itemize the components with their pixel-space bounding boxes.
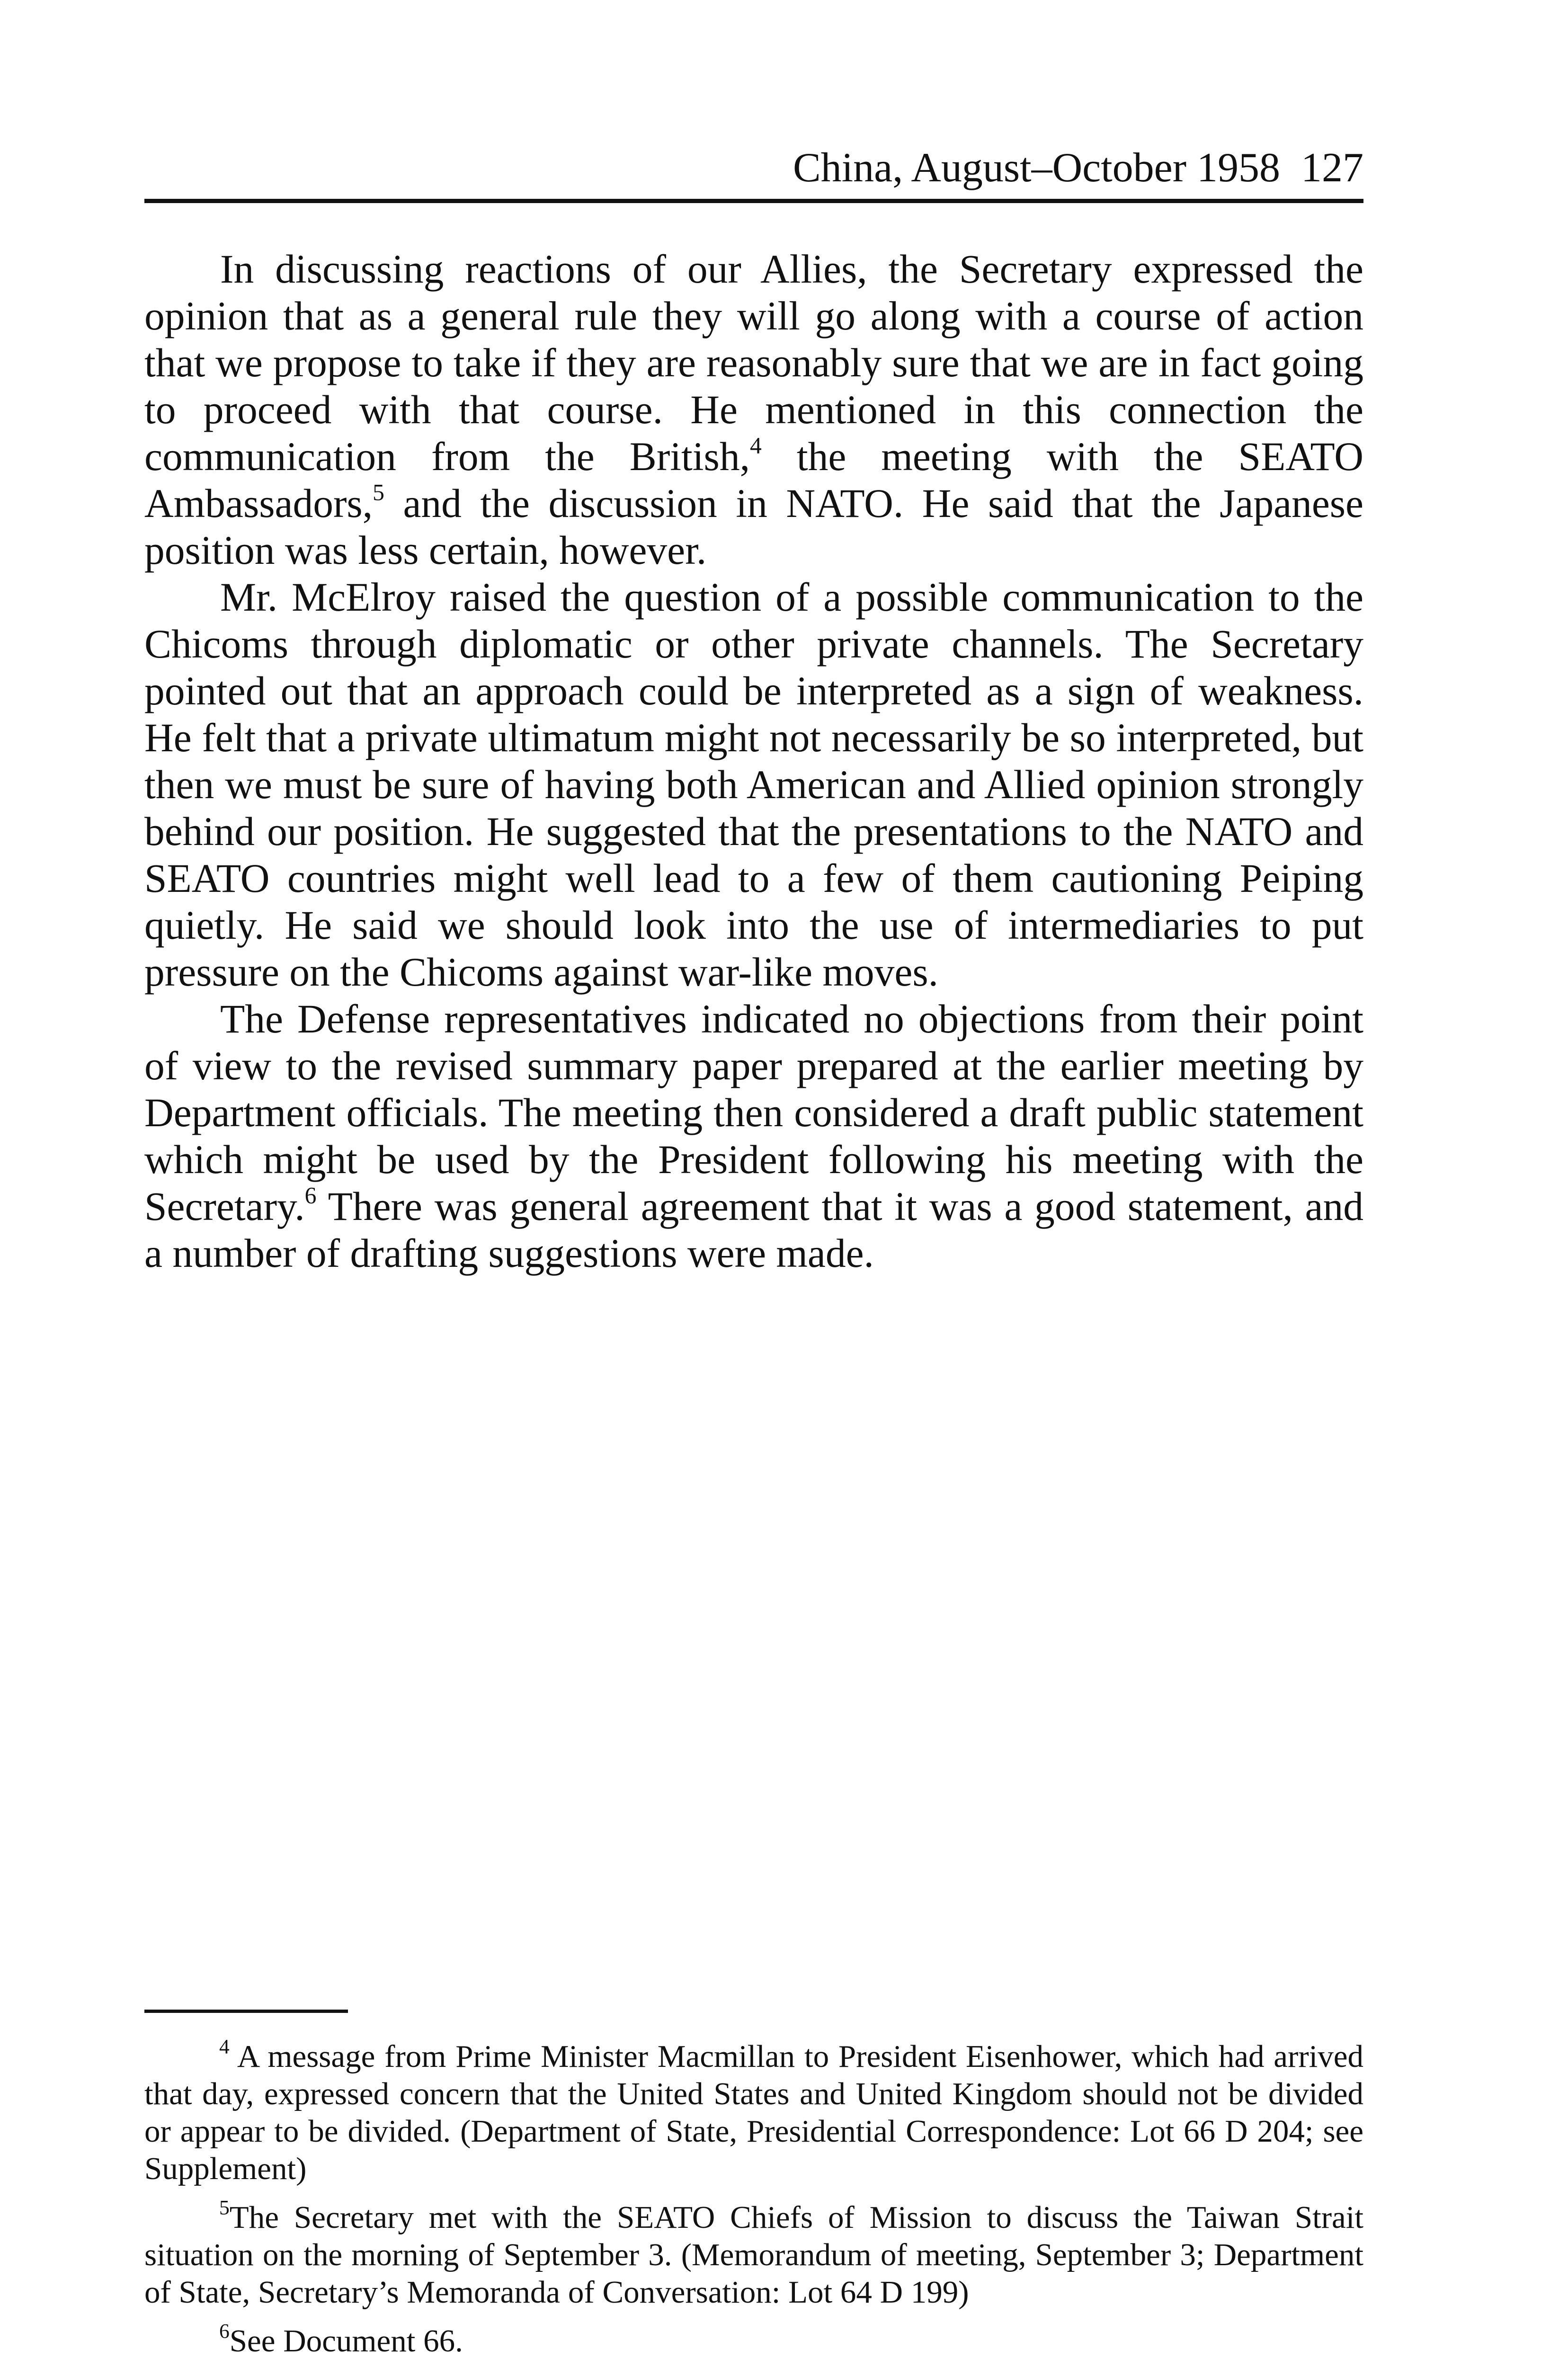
body-text [144, 246, 1363, 1277]
footnote-rule [144, 2010, 348, 2013]
footnote-marker: 4 [219, 2035, 230, 2058]
footnotes [144, 2035, 1363, 2367]
page-number: 127 [1301, 145, 1363, 191]
paragraph-3-text-a: The Defense representatives indicated no objections from their point of view to the revised summary paper prepared at the earlier meeting by Department officials. The meeting then considered a draft public statement which might be used by the President following his meeting with the Secretary. [144, 997, 1363, 1229]
footnote-5 [144, 2196, 1363, 2311]
footnote-6 [144, 2320, 1363, 2360]
paragraph-3-text-b: There was general agreement that it was a good statement, and a number of drafting suggestions were made. [144, 1184, 1363, 1276]
header-rule [144, 199, 1363, 203]
footnote-4 [144, 2035, 1363, 2188]
footnote-text: See Document 66. [229, 2323, 463, 2358]
paragraph-1-text-b: the meeting with the SEATO Ambassadors, [144, 435, 1363, 526]
footnote-ref-4: 4 [749, 432, 762, 459]
paragraph-1-text-c: and the discussion in NATO. He said that the Japanese position was less certain, however. [144, 481, 1363, 573]
paragraph-1-text-a: In discussing reactions of our Allies, the Secretary expressed the opinion that as a general rule they will go along with a course of action that we propose to take if they are reasonably sure that we are in fact going to proceed with that course. He mentioned in this connection the communication from the British, [144, 247, 1363, 479]
running-title: China, August–October 1958 [793, 145, 1280, 191]
paragraph-3 [144, 996, 1363, 1277]
paragraph-1 [144, 246, 1363, 574]
footnote-marker: 5 [219, 2196, 230, 2219]
paragraph-2: Mr. McElroy raised the question of a possible communication to the Chicoms through diplomatic or other private channels. The Secretary pointed out that an approach could be interpreted as a sign of weakness. He felt that a private ultimatum might not necessarily be so interpreted, but then we must be sure of having both American and Allied opinion strongly behind our position. He suggested that the presentations to the NATO and SEATO countries might well lead to a few of them cautioning Peiping quietly. He said we should look into the use of intermediaries to put pressure on the Chicoms against war-like moves. [144, 575, 1363, 995]
footnote-text: The Secretary met with the SEATO Chiefs of Mission to discuss the Taiwan Strait situation on the morning of September 3. (Memorandum of meeting, September 3; Department of State, Secretary’s Memoranda of Conversation: Lot 64 D 199) [144, 2200, 1363, 2310]
footnote-ref-6: 6 [304, 1182, 317, 1209]
footnote-marker: 6 [219, 2320, 230, 2343]
running-head [144, 142, 1363, 194]
footnote-text: A message from Prime Minister Macmillan to President Eisenhower, which had arrived that day, expressed concern that the United States and United Kingdom should not be divided or appear to be divided. (Department of State, Presidential Correspondence: Lot 66 D 204; see Supplement) [144, 2039, 1363, 2186]
footnote-ref-5: 5 [373, 479, 384, 506]
